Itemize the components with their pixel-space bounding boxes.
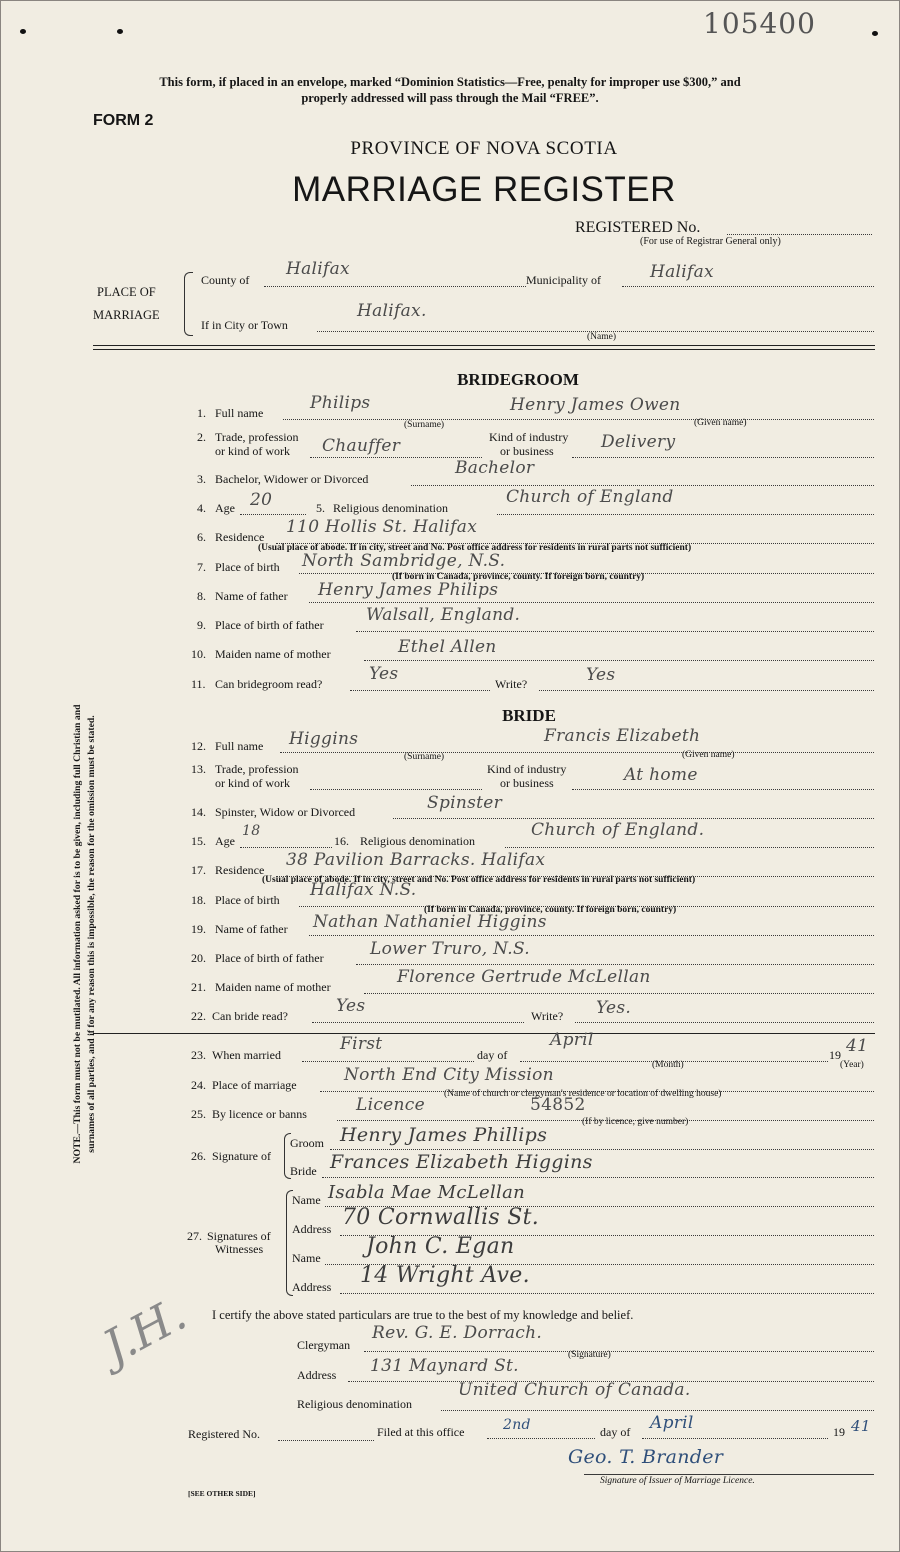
city-name-caption: (Name) [587,332,617,342]
filed-month-line [642,1438,828,1439]
punch-mark [117,29,123,34]
field-number: 12. [191,739,206,753]
field-number: 23. [191,1048,206,1062]
bride-write: Yes. [596,998,632,1018]
groom-read-line [350,690,490,691]
groom-age: 20 [250,490,273,510]
witness2-name: John C. Egan [366,1234,515,1259]
bride-industry-label-2: or business [500,776,554,790]
place-brace [184,272,193,336]
given-name-caption: (Given name) [682,750,735,760]
witness1-address-label: Address [292,1222,332,1236]
groom-given-name: Henry James Owen [510,395,681,415]
groom-status-line [411,485,874,486]
groom-trade: Chauffer [322,436,401,456]
bride-heading: BRIDE [502,706,556,725]
field-number: 5. [316,501,325,515]
field-number: 26. [191,1149,206,1163]
surname-caption: (Surname) [404,420,445,430]
field-number: 24. [191,1078,206,1092]
field-number: 9. [197,618,206,632]
year-caption: (Year) [840,1060,864,1070]
clergyman-religion-line [441,1410,874,1411]
clergyman-line [364,1351,874,1352]
married-year-prefix: 19 [829,1048,841,1062]
bride-religion-label: Religious denomination [360,834,475,848]
issuer-caption: Signature of Issuer of Marriage Licence. [600,1476,755,1486]
groom-residence: 110 Hollis St. Halifax [286,517,478,537]
groom-surname: Philips [310,393,371,413]
county-label: County of [201,273,250,287]
bride-residence-label: Residence [215,863,265,877]
licence-type: Licence [356,1095,425,1115]
groom-read: Yes [369,664,399,684]
groom-mother: Ethel Allen [398,637,497,657]
bride-father-birthplace: Lower Truro, N.S. [370,939,530,959]
place-of-marriage: North End City Mission [344,1065,554,1085]
groom-write-line [539,690,874,691]
field-number: 2. [197,430,206,444]
clergyman-signature: Rev. G. E. Dorrach. [372,1323,543,1343]
registered-no-label: REGISTERED No. [575,219,701,236]
divider [93,1033,875,1034]
footer-registered-label: Registered No. [188,1427,260,1441]
place-of-marriage-label: Place of marriage [212,1078,297,1092]
bride-father: Nathan Nathaniel Higgins [313,912,547,932]
field-number: 6. [197,530,206,544]
field-number: 4. [197,501,206,515]
groom-father-birthplace-line [356,631,874,632]
witness2-address-label: Address [292,1280,332,1294]
field-number: 3. [197,472,206,486]
witness2-address: 14 Wright Ave. [360,1263,530,1288]
when-married-label: When married [212,1048,281,1062]
married-day-line [302,1061,474,1062]
groom-birthplace-label: Place of birth [215,560,280,574]
issuer-signature-line [584,1474,874,1475]
witness1-name-label: Name [292,1193,321,1207]
field-number: 13. [191,762,206,776]
side-note [71,564,99,1304]
page-title: MARRIAGE REGISTER [292,170,676,209]
licence-number: 54852 [530,1095,586,1115]
groom-birthplace: North Sambridge, N.S. [302,551,506,571]
residence-caption: (Usual place of abode. If in city, street and No. Post office address for residents in rural parts not sufficient) [258,543,692,553]
residence-caption: (Usual place of abode. If in city, street and No. Post office address for residents in rural parts not sufficient) [262,875,696,885]
bride-read-line [312,1022,524,1023]
married-day-of-label: day of [477,1048,508,1062]
licence-label: By licence or banns [212,1107,307,1121]
filed-day-line [487,1438,595,1439]
issuer-signature: Geo. T. Brander [568,1446,724,1468]
groom-father-label: Name of father [215,589,288,603]
field-number: 17. [191,863,206,877]
bride-birthplace: Halifax N.S. [310,880,417,900]
county-value: Halifax [286,259,350,279]
groom-full-name-label: Full name [215,406,264,420]
witness2-name-label: Name [292,1251,321,1265]
field-number: 8. [197,589,206,603]
groom-father-line [309,602,874,603]
bride-status-line [393,818,874,819]
bridegroom-heading: BRIDEGROOM [457,370,579,389]
filed-label: Filed at this office [377,1425,465,1439]
field-number: 14. [191,805,206,819]
surname-caption: (Surname) [404,752,445,762]
bride-trade-line [310,789,482,790]
groom-signature: Henry James Phillips [340,1124,548,1146]
footer-registered-line [278,1440,374,1441]
groom-trade-label-1: Trade, profession [215,430,299,444]
groom-mother-label: Maiden name of mother [215,647,331,661]
field-number: 22. [191,1009,206,1023]
bride-age-line [240,847,332,848]
field-number: 10. [191,647,206,661]
groom-status: Bachelor [455,458,535,478]
margin-initials: J.H. [94,1286,195,1375]
married-day: First [340,1034,383,1054]
groom-read-label: Can bridegroom read? [215,677,323,691]
bride-read: Yes [336,996,366,1016]
groom-father: Henry James Philips [318,580,499,600]
county-line [264,286,526,287]
clergyman-address-label: Address [297,1368,337,1382]
city-label: If in City or Town [201,318,288,332]
bride-mother: Florence Gertrude McLellan [397,967,651,987]
see-other-side: [SEE OTHER SIDE] [188,1489,256,1498]
witness1-name: Isabla Mae McLellan [328,1182,526,1203]
municipality-value: Halifax [650,262,714,282]
field-number: 21. [191,980,206,994]
municipality-label: Municipality of [526,273,601,287]
punch-mark [20,29,26,34]
bride-birthplace-label: Place of birth [215,893,280,907]
bride-industry: At home [624,765,698,785]
bride-label: Bride [290,1164,317,1178]
certification-statement: I certify the above stated particulars are true to the best of my knowledge and belief. [212,1308,634,1322]
bride-surname: Higgins [289,729,359,749]
field-number: 19. [191,922,206,936]
bride-age: 18 [242,823,261,839]
postal-notice-line2: properly addressed will pass through the Mail “FREE”. [301,91,599,105]
place-caption: (Name of church or clergyman's residence or location of dwelling house) [444,1089,722,1099]
filed-month: April [650,1413,694,1433]
groom-residence-label: Residence [215,530,265,544]
punch-mark [872,31,878,36]
bride-religion-line [505,847,874,848]
witness1-address: 70 Cornwallis St. [342,1205,540,1230]
signature-caption: (Signature) [568,1350,611,1360]
filed-day: 2nd [503,1417,531,1433]
field-number: 7. [197,560,206,574]
bride-status-label: Spinster, Widow or Divorced [215,805,356,819]
bride-read-label: Can bride read? [212,1009,288,1023]
bride-mother-line [364,993,874,994]
filed-day-of-label: day of [600,1425,631,1439]
groom-religion: Church of England [506,487,674,507]
birth-caption: (If born in Canada, province, county. If foreign born, country) [424,905,677,915]
groom-industry-line [572,457,874,458]
groom-age-line [240,514,306,515]
licence-caption: (If by licence, give number) [582,1117,689,1127]
bride-father-line [309,935,874,936]
groom-industry-label-2: or business [500,444,554,458]
bride-name-line [280,752,874,753]
place-label-line1: PLACE OF [97,285,156,299]
bride-father-label: Name of father [215,922,288,936]
given-name-caption: (Given name) [694,418,747,428]
bride-religion: Church of England. [531,820,705,840]
divider [93,345,875,346]
field-number: 27. [187,1229,202,1243]
municipality-line [622,286,874,287]
groom-mother-line [364,660,874,661]
clergyman-label: Clergyman [297,1338,351,1352]
field-number: 11. [191,677,206,691]
field-number: 20. [191,951,206,965]
groom-industry-label-1: Kind of industry [489,430,569,444]
bride-signature-line [322,1177,874,1178]
city-value: Halifax. [357,301,427,321]
groom-age-label: Age [215,501,235,515]
groom-label: Groom [290,1136,324,1150]
field-number: 18. [191,893,206,907]
groom-father-birthplace-label: Place of birth of father [215,618,324,632]
groom-father-birthplace: Walsall, England. [366,605,521,625]
witnesses-label-2: Witnesses [215,1242,264,1256]
groom-name-line [283,419,874,420]
groom-write-label: Write? [495,677,528,691]
field-number: 16. [334,834,349,848]
month-caption: (Month) [652,1060,684,1070]
bride-mother-label: Maiden name of mother [215,980,331,994]
form-label: FORM 2 [93,112,154,129]
filed-year-prefix: 19 [833,1425,845,1439]
groom-write: Yes [586,665,616,685]
clergyman-religion: United Church of Canada. [458,1380,691,1400]
stamp-number: 105400 [703,7,816,40]
bride-father-birthplace-label: Place of birth of father [215,951,324,965]
bride-age-label: Age [215,834,235,848]
side-note-line1: NOTE.—This form must not be mutilated. All information asked for is to be given, including full Christian and [72,704,83,1164]
bride-signature: Frances Elizabeth Higgins [330,1151,593,1173]
place-label-line2: MARRIAGE [93,308,160,322]
groom-trade-label-2: or kind of work [215,444,290,458]
bride-industry-label-1: Kind of industry [487,762,567,776]
filed-year: 41 [851,1417,871,1435]
bride-given-name: Francis Elizabeth [544,726,701,746]
registrar-note: (For use of Registrar General only) [640,236,781,247]
side-note-line2: surnames of all parties, and if for any reason this is impossible, the reason for the omission must be stated. [86,715,97,1153]
groom-industry: Delivery [601,432,676,452]
bride-status: Spinster [427,793,503,813]
field-number: 25. [191,1107,206,1121]
bride-industry-line [572,789,874,790]
groom-religion-line [497,514,874,515]
field-number: 1. [197,406,206,420]
witnesses-label-1: Signatures of [207,1229,271,1243]
bride-residence: 38 Pavilion Barracks. Halifax [286,850,546,870]
bride-write-line [575,1022,874,1023]
married-year: 41 [846,1036,869,1056]
clergyman-religion-label: Religious denomination [297,1397,412,1411]
bride-father-birthplace-line [356,964,874,965]
birth-caption: (If born in Canada, province, county. If foreign born, country) [392,572,645,582]
bride-trade-label-1: Trade, profession [215,762,299,776]
married-month: April [550,1030,594,1050]
bride-trade-label-2: or kind of work [215,776,290,790]
clergyman-address: 131 Maynard St. [370,1356,519,1376]
divider [93,349,875,350]
postal-notice-line1: This form, if placed in an envelope, marked “Dominion Statistics—Free, penalty for improper use $300,” and [159,75,741,89]
groom-status-label: Bachelor, Widower or Divorced [215,472,369,486]
field-number: 15. [191,834,206,848]
bride-full-name-label: Full name [215,739,264,753]
bride-write-label: Write? [531,1009,564,1023]
witness2-address-line [340,1293,874,1294]
groom-signature-line [330,1149,874,1150]
signature-of-label: Signature of [212,1149,271,1163]
province-heading: PROVINCE OF NOVA SCOTIA [350,138,618,159]
registered-no-line [727,234,872,235]
groom-religion-label: Religious denomination [333,501,448,515]
